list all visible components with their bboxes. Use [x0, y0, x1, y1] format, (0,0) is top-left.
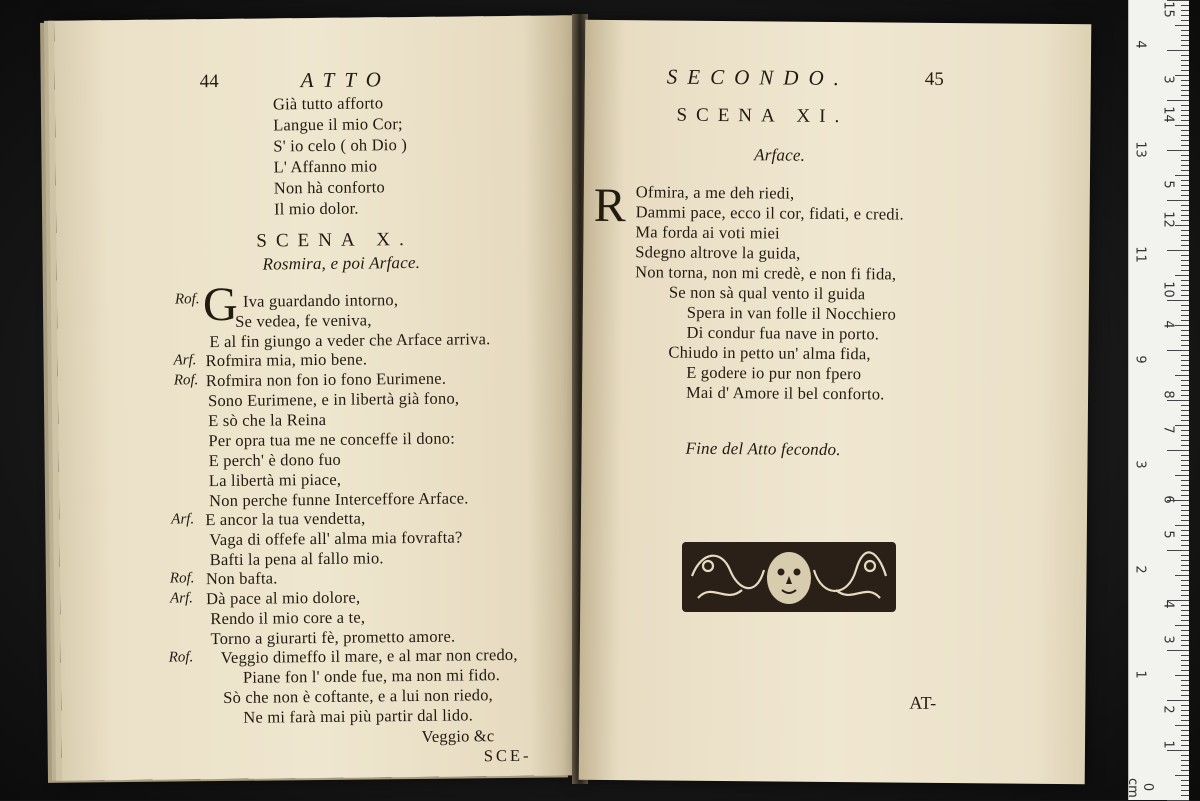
ruler-tick [1181, 295, 1189, 296]
ruler-tick [1181, 470, 1189, 471]
ruler-tick [1175, 625, 1189, 626]
ruler-tick [1167, 300, 1189, 301]
ruler-label: 3 [1160, 635, 1176, 644]
ruler-tick [1181, 615, 1189, 616]
ruler-tick [1181, 420, 1189, 421]
ruler-tick [1181, 270, 1189, 271]
dialogue-line: Rendo il mio core a te, [210, 607, 366, 629]
ruler-tick [1175, 425, 1189, 426]
ruler-label: 10 [1160, 281, 1176, 298]
ruler-tick [1175, 675, 1189, 676]
ruler-tick [1175, 125, 1189, 126]
verse-line: S' io celo ( oh Dio ) [273, 135, 408, 156]
verse-line: Il mio dolor. [273, 198, 359, 219]
ruler-tick [1181, 520, 1189, 521]
ruler-tick [1181, 345, 1189, 346]
ruler-tick [1175, 725, 1189, 726]
ruler-tick [1181, 690, 1189, 691]
ruler-tick [1181, 65, 1189, 66]
verse-line: Sdegno altrove la guida, [635, 242, 801, 263]
ruler-tick [1181, 770, 1189, 771]
left-page [54, 15, 582, 780]
ruler-tick [1181, 380, 1189, 381]
drop-cap-right: R [593, 178, 626, 233]
ruler-label: 4 [1160, 320, 1176, 329]
dialogue-line: Non bafta. [205, 568, 278, 589]
ruler-label: 1 [1132, 670, 1148, 679]
ruler-tick [1181, 585, 1189, 586]
ruler-tick [1181, 120, 1189, 121]
measurement-ruler [1125, 0, 1189, 800]
dialogue-line: Dà pace al mio dolore, [205, 587, 361, 609]
ruler-tick [1181, 780, 1189, 781]
ruler-tick [1181, 545, 1189, 546]
ruler-tick [1181, 60, 1189, 61]
dialogue-line: E sò che la Reina [208, 409, 327, 431]
ruler-tick [1175, 575, 1189, 576]
ruler-tick [1181, 215, 1189, 216]
ruler-tick [1181, 570, 1189, 571]
ruler-tick [1181, 490, 1189, 491]
ruler-tick [1181, 410, 1189, 411]
ruler-label: 8 [1160, 390, 1176, 399]
ruler-tick [1181, 685, 1189, 686]
ruler-tick [1167, 650, 1189, 651]
dialogue-line: Per opra tua me ne conceffe il dono: [208, 428, 456, 451]
ruler-tick [1175, 325, 1189, 326]
ruler-label: 5 [1160, 180, 1176, 189]
ruler-tick [1181, 190, 1189, 191]
verse-line: Se non sà qual vento il guida [668, 282, 866, 304]
verse-line: Langue il mio Cor; [273, 114, 403, 135]
verse-line: Mai d' Amore il bel conforto. [685, 382, 885, 404]
ruler-tick [1175, 525, 1189, 526]
ruler-tick [1181, 145, 1189, 146]
dialogue-line: Ne mi farà mai più partir dal lido. [243, 705, 474, 727]
ruler-tick [1181, 240, 1189, 241]
ruler-tick [1181, 255, 1189, 256]
ruler-tick [1181, 465, 1189, 466]
catchword-left: SCE- [483, 745, 532, 766]
ruler-tick [1181, 710, 1189, 711]
ruler-tick [1181, 670, 1189, 671]
ruler-tick [1181, 45, 1189, 46]
running-head-left: ATTO [300, 67, 391, 93]
ruler-tick [1181, 35, 1189, 36]
ruler-tick [1181, 665, 1189, 666]
right-page [579, 20, 1092, 784]
ruler-tick [1181, 230, 1189, 231]
ruler-tick [1181, 260, 1189, 261]
ruler-tick [1181, 245, 1189, 246]
ruler-tick [1181, 310, 1189, 311]
ruler-label: 6 [1160, 495, 1176, 504]
verse-line: L' Affanno mio [273, 156, 378, 177]
ruler-tick [1181, 565, 1189, 566]
ruler-tick [1181, 155, 1189, 156]
speaker-label: Arf. [171, 511, 195, 528]
verse-line: Di condur fua nave in porto. [686, 322, 880, 344]
dialogue-line: La libertà mi piace, [208, 469, 342, 491]
speaker-label: Rof. [168, 649, 194, 666]
page-number-left: 44 [199, 71, 219, 93]
ruler-tick [1181, 30, 1189, 31]
ruler-tick [1181, 635, 1189, 636]
ruler-tick [1181, 485, 1189, 486]
ruler-tick [1181, 115, 1189, 116]
ruler-tick [1181, 355, 1189, 356]
ruler-tick [1181, 440, 1189, 441]
dialogue-line: Vaga di offefe all' alma mia fovrafta? [209, 527, 463, 550]
ruler-tick [1181, 515, 1189, 516]
ruler-tick [1181, 415, 1189, 416]
ruler-tick [1175, 225, 1189, 226]
ruler-tick [1175, 175, 1189, 176]
verse-line: Già tutto afforto [272, 93, 384, 114]
ruler-tick [1181, 640, 1189, 641]
speaker-label: Arf. [173, 352, 197, 369]
ruler-tick [1181, 5, 1189, 6]
ruler-label: 3 [1160, 75, 1176, 84]
ruler-tick [1181, 335, 1189, 336]
ruler-tick [1181, 620, 1189, 621]
ruler-tick [1181, 510, 1189, 511]
ruler-tick [1181, 555, 1189, 556]
catchword-right: AT- [909, 692, 937, 713]
ruler-tick [1181, 80, 1189, 81]
verse-line: Spera in van folle il Nocchiero [686, 302, 897, 324]
ruler-tick [1181, 105, 1189, 106]
ruler-tick [1181, 660, 1189, 661]
ruler-tick [1181, 655, 1189, 656]
ruler-tick [1181, 455, 1189, 456]
verse-line: Ofmira, a me deh riedi, [635, 182, 795, 203]
ruler-tick [1181, 580, 1189, 581]
ruler-tick [1181, 395, 1189, 396]
ruler-tick [1181, 740, 1189, 741]
ruler-tick [1175, 75, 1189, 76]
ruler-tick [1175, 25, 1189, 26]
ruler-label: 5 [1160, 530, 1176, 539]
ruler-tick [1175, 275, 1189, 276]
ruler-tick [1167, 250, 1189, 251]
verse-line: Non hà conforto [273, 177, 386, 198]
dialogue-line: E al fin giungo a veder che Arface arriva. [209, 329, 491, 352]
ruler-label: 3 [1132, 460, 1148, 469]
ruler-tick [1181, 445, 1189, 446]
ruler-tick [1181, 265, 1189, 266]
ruler-tick [1181, 755, 1189, 756]
dialogue-line: Bafti la pena al fallo mio. [209, 548, 384, 570]
ruler-tick [1181, 20, 1189, 21]
ruler-tick [1181, 220, 1189, 221]
ruler-tick [1181, 530, 1189, 531]
ruler-tick [1181, 505, 1189, 506]
ruler-tick [1181, 360, 1189, 361]
drop-cap-left: G [202, 277, 238, 332]
verse-line: E godere io pur non fpero [686, 362, 862, 384]
ruler-tick [1181, 630, 1189, 631]
ruler-tick [1167, 100, 1189, 101]
ruler-tick [1181, 765, 1189, 766]
ruler-tick [1181, 10, 1189, 11]
ruler-tick [1181, 595, 1189, 596]
ruler-label: 12 [1160, 211, 1176, 228]
ruler-tick [1181, 795, 1189, 796]
ruler-tick [1181, 365, 1189, 366]
ruler-tick [1181, 90, 1189, 91]
page-number-right: 45 [924, 68, 944, 90]
ruler-tick [1181, 40, 1189, 41]
ruler-tick [1181, 290, 1189, 291]
dialogue-line: Veggio dimeffo il mare, e al mar non credo, [220, 644, 518, 668]
dialogue-line: E perch' è dono fuo [208, 449, 342, 471]
ruler-tick [1181, 760, 1189, 761]
ruler-tick [1181, 735, 1189, 736]
dialogue-line: Rofmira non fon io fono Eurimene. [205, 368, 447, 391]
speaker-label: Rof. [169, 570, 195, 587]
ruler-label: 15 [1160, 1, 1176, 18]
ruler-tick [1181, 140, 1189, 141]
dialogue-line: Non perche funne Interceffore Arface. [208, 488, 469, 511]
ruler-tick [1181, 705, 1189, 706]
ruler-label: 7 [1160, 425, 1176, 434]
ruler-tick [1181, 560, 1189, 561]
scene-heading-left: SCENA X. [256, 228, 413, 252]
dialogue-line: Se vedea, fe veniva, [235, 310, 372, 331]
ruler-tick [1167, 200, 1189, 201]
ruler-tick [1181, 95, 1189, 96]
ruler-tick [1181, 85, 1189, 86]
ruler-tick [1181, 680, 1189, 681]
verse-line: Ma forda ai voti miei [635, 222, 780, 243]
ruler-tick [1181, 645, 1189, 646]
ruler-tick [1181, 165, 1189, 166]
ruler-tick [1181, 405, 1189, 406]
ruler-tick [1181, 185, 1189, 186]
ruler-tick [1181, 180, 1189, 181]
ruler-tick [1181, 605, 1189, 606]
ruler-tick [1181, 535, 1189, 536]
ruler-label: 11 [1132, 246, 1148, 263]
dialogue-line: Torno a giurarti fè, prometto amore. [210, 626, 456, 649]
ruler-tick [1181, 715, 1189, 716]
ruler-tick [1181, 210, 1189, 211]
ruler-label: 0 cm [1125, 778, 1155, 798]
dialogue-line: Rofmira mia, mio bene. [205, 349, 368, 371]
ruler-tick [1181, 285, 1189, 286]
ruler-tick [1181, 435, 1189, 436]
dialogue-line: Veggio &c [421, 726, 495, 746]
ruler-tick [1181, 70, 1189, 71]
ruler-tick [1181, 315, 1189, 316]
ruler-tick [1181, 160, 1189, 161]
ruler-tick [1181, 390, 1189, 391]
ruler-label: 9 [1132, 355, 1148, 364]
scene-characters-right: Arface. [754, 145, 806, 165]
ruler-tick [1181, 235, 1189, 236]
ruler-tick [1175, 475, 1189, 476]
ruler-tick [1181, 730, 1189, 731]
ruler-tick [1181, 430, 1189, 431]
ruler-tick [1181, 385, 1189, 386]
verse-line: Non torna, non mi credè, e non fi fida, [635, 262, 897, 284]
ruler-tick [1181, 480, 1189, 481]
ruler-tick [1175, 375, 1189, 376]
dialogue-line: E ancor la tua vendetta, [205, 508, 366, 530]
ruler-label: 2 [1160, 705, 1176, 714]
ruler-tick [1181, 195, 1189, 196]
ruler-tick [1167, 450, 1189, 451]
scene-heading-right: SCENA XI. [676, 104, 849, 128]
ruler-tick [1181, 785, 1189, 786]
ruler-tick [1181, 110, 1189, 111]
ruler-label: 2 [1132, 565, 1148, 574]
ruler-tick [1167, 550, 1189, 551]
ruler-tick [1181, 460, 1189, 461]
act-closing-line: Fine del Atto fecondo. [685, 438, 841, 460]
ruler-tick [1181, 320, 1189, 321]
ruler-tick [1181, 305, 1189, 306]
ruler-tick [1175, 775, 1189, 776]
verse-line: Chiudo in petto un' alma fida, [668, 342, 871, 364]
ruler-tick [1181, 130, 1189, 131]
ruler-tick [1167, 50, 1189, 51]
ruler-tick [1181, 745, 1189, 746]
ruler-tick [1181, 205, 1189, 206]
dialogue-line: Piane fon l' onde fue, ma non mi fido. [242, 665, 501, 687]
ruler-label: 13 [1132, 141, 1148, 158]
ruler-tick [1181, 610, 1189, 611]
running-head-right: SECONDO. [666, 64, 850, 91]
ruler-label: 1 [1160, 740, 1176, 749]
speaker-label: Arf. [170, 590, 194, 607]
ruler-tick [1181, 790, 1189, 791]
ruler-label: 14 [1160, 106, 1176, 123]
verse-line: Dammi pace, ecco il cor, fidati, e credi. [635, 202, 904, 224]
ruler-label: 4 [1132, 40, 1148, 49]
ruler-tick [1181, 330, 1189, 331]
ruler-tick [1181, 590, 1189, 591]
speaker-label: Rof. [173, 372, 199, 389]
ruler-tick [1181, 55, 1189, 56]
ruler-tick [1181, 15, 1189, 16]
ruler-tick [1181, 280, 1189, 281]
ruler-tick [1181, 170, 1189, 171]
ruler-tick [1167, 350, 1189, 351]
dialogue-line: Iva guardando intorno, [242, 290, 399, 311]
ruler-tick [1181, 695, 1189, 696]
dialogue-line: Sò che non è coftante, e a lui non riedo, [223, 685, 494, 708]
ruler-label: 4 [1160, 600, 1176, 609]
ruler-tick [1167, 150, 1189, 151]
ruler-tick [1181, 370, 1189, 371]
ruler-tick [1181, 495, 1189, 496]
ruler-tick [1181, 135, 1189, 136]
ruler-tick [1181, 540, 1189, 541]
ruler-tick [1181, 720, 1189, 721]
scene-characters-left: Rosmira, e poi Arface. [262, 252, 421, 274]
ruler-tick [1181, 340, 1189, 341]
speaker-label: Rof. [174, 291, 200, 308]
dialogue-line: Sono Eurimene, e in libertà già fono, [207, 388, 460, 411]
floral-mask-ornament-icon [678, 536, 900, 618]
